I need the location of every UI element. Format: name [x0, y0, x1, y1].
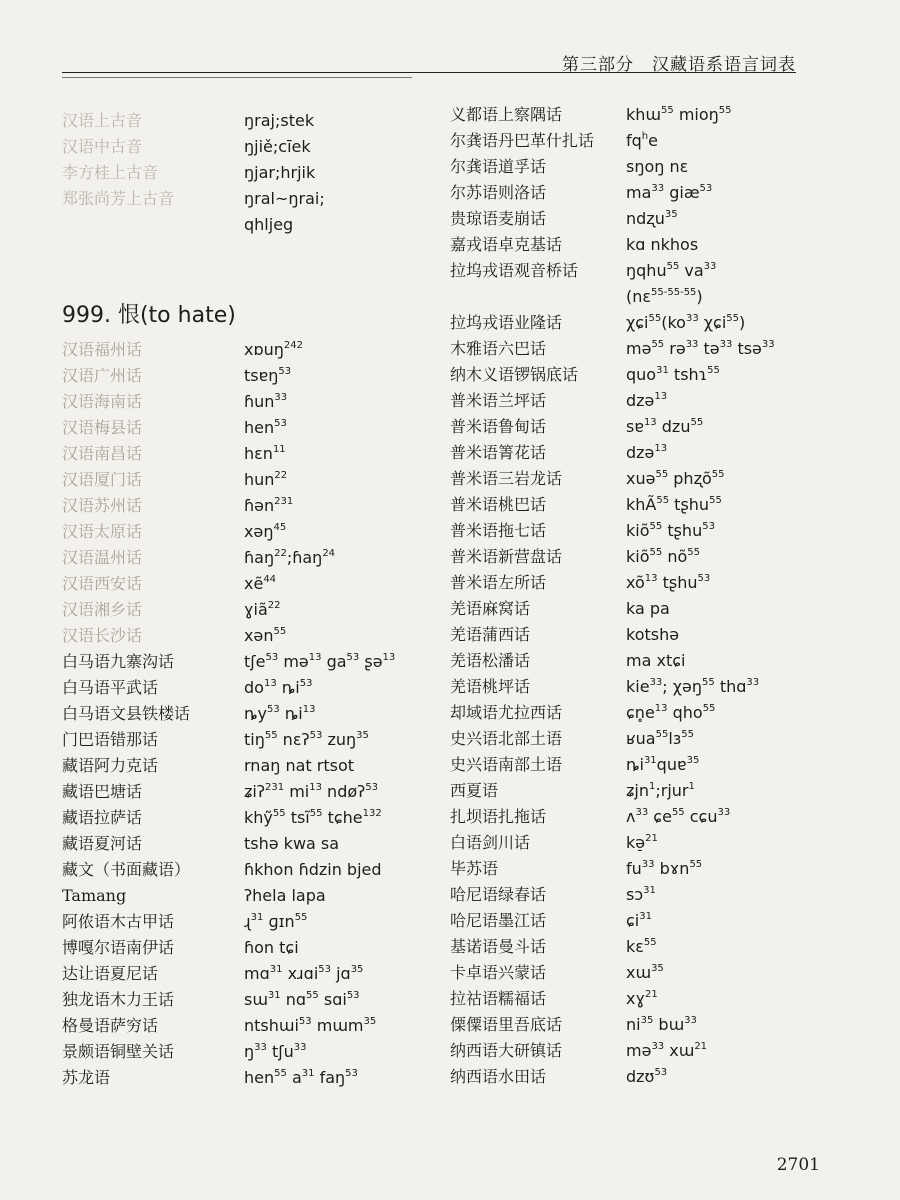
language-name: 汉语上古音	[62, 111, 143, 130]
language-name: 尔龚语道孚话	[450, 157, 547, 176]
language-name: 藏语阿力克话	[62, 756, 159, 775]
language-name: 景颇语铜壁关话	[62, 1042, 175, 1061]
language-name: 汉语温州话	[62, 548, 143, 567]
page-number: 2701	[776, 1155, 820, 1175]
language-name: 普米语鲁甸话	[450, 417, 547, 436]
word-form: mə$^{55}$ rə$^{33}$ tə$^{33}$ tsə$^{33}$	[626, 339, 775, 358]
language-name: Tamang	[62, 886, 127, 905]
word-form: ɦaŋ$^{22}$;ɦaŋ$^{24}$	[244, 548, 336, 567]
word-form: tiŋ$^{55}$ nɛʔ$^{53}$ zuŋ$^{35}$	[244, 730, 369, 749]
language-name: 扎坝语扎拖话	[450, 807, 547, 826]
word-form: kɑ nkhos	[626, 235, 699, 254]
language-name: 羌语麻窝话	[450, 599, 531, 618]
language-name: 普米语箐花话	[450, 443, 547, 462]
language-name: 汉语苏州话	[62, 496, 143, 515]
word-form: xəŋ$^{45}$	[244, 522, 287, 541]
language-name: 汉语厦门话	[62, 470, 143, 489]
word-form: sɯ$^{31}$ nɑ$^{55}$ sɑi$^{53}$	[244, 990, 360, 1009]
language-name: 基诺语曼斗话	[450, 937, 547, 956]
word-form: tshə kwa sa	[244, 834, 340, 853]
word-form: ŋraj;stek	[244, 111, 315, 130]
word-form: ŋqhu$^{55}$ $va^{33}$	[626, 261, 717, 280]
language-name: 纳西语水田话	[450, 1067, 547, 1086]
language-name: 哈尼语绿春话	[450, 885, 547, 904]
language-name: 纳西语大研镇话	[450, 1041, 563, 1060]
word-form: ŋral~ŋrai;	[244, 189, 325, 208]
word-form: ɻ$^{31}$ ɡɪn$^{55}$	[244, 912, 308, 931]
language-name: 阿侬语木古甲话	[62, 912, 175, 931]
word-form: ka pa	[626, 599, 670, 618]
word-form: khɯ$^{55}$ mioŋ$^{55}$	[626, 105, 732, 124]
language-name: 格曼语萨穷话	[62, 1016, 159, 1035]
language-name: 门巴语错那话	[62, 730, 159, 749]
language-name: 史兴语北部土语	[450, 729, 563, 748]
word-form: ɦkhon ɦdzin bjed	[244, 860, 382, 879]
language-name: 普米语拖七话	[450, 521, 547, 540]
language-name: 哈尼语墨江话	[450, 911, 547, 930]
language-name: 汉语长沙话	[62, 626, 143, 645]
entry-heading: 999. 恨(to hate)	[62, 303, 236, 328]
word-form: hen$^{55}$ $a^{31}$ faŋ$^{53}$	[244, 1068, 358, 1087]
language-name: 西夏语	[450, 781, 499, 800]
word-form: $do^{13}$ $ȵi^{53}$	[244, 678, 313, 697]
word-form: kie$^{33}$; χəŋ$^{55}$ thɑ$^{33}$	[626, 677, 760, 696]
word-form: ma xtɕi	[626, 651, 686, 670]
word-form: hen$^{53}$	[244, 418, 287, 437]
word-form: kotshə	[626, 625, 680, 644]
word-form: ntshɯi$^{53}$ mɯm$^{35}$	[244, 1016, 377, 1035]
word-form: dzə$^{13}$	[626, 443, 668, 462]
word-form: mɑ$^{31}$ xɹɑi$^{53}$ jɑ$^{35}$	[244, 964, 364, 983]
language-name: 却域语尤拉西话	[450, 703, 563, 722]
word-form: ʑjn$^1$;rjur$^1$	[626, 781, 695, 800]
language-name: 汉语太原话	[62, 522, 143, 541]
running-header: 第三部分 汉藏语系语言词表	[562, 55, 796, 75]
word-form: $xõ^{13}$ tʂhu$^{53}$	[626, 573, 711, 592]
language-name: 达让语夏尼话	[62, 964, 159, 983]
language-name: 嘉戎语卓克基话	[450, 235, 563, 254]
header-rule	[62, 72, 796, 73]
language-name: 纳木义语锣锅底话	[450, 365, 579, 384]
language-name: 博嘎尔语南伊话	[62, 938, 175, 957]
word-form: ŋjar;hrjik	[244, 163, 316, 182]
language-name: 拉坞戎语观音桥话	[450, 261, 579, 280]
word-form: $fq^he$	[626, 131, 658, 150]
language-name: 羌语蒲西话	[450, 625, 531, 644]
language-name: 汉语海南话	[62, 392, 143, 411]
word-form: sɔ$^{31}$	[626, 885, 656, 904]
word-form: ɦən$^{231}$	[244, 496, 294, 515]
language-name: 藏文（书面藏语）	[62, 860, 191, 879]
language-name: 普米语三岩龙话	[450, 469, 563, 488]
language-name: 木雅语六巴话	[450, 339, 547, 358]
word-form: quo$^{31}$ tshɿ$^{55}$	[626, 365, 720, 384]
language-name: 贵琼语麦崩话	[450, 209, 547, 228]
word-form: xẽ$^{44}$	[244, 574, 277, 593]
language-name: 羌语松潘话	[450, 651, 531, 670]
word-form: xən$^{55}$	[244, 626, 287, 645]
word-form: xɯ$^{35}$	[626, 963, 664, 982]
language-name: 羌语桃坪话	[450, 677, 531, 696]
word-form: tʃe$^{53}$ mə$^{13}$ $ga^{53}$ ʂə$^{13}$	[244, 652, 396, 671]
word-form: ʌ$^{33}$ ɕe$^{55}$ cɕu$^{33}$	[626, 807, 731, 826]
language-name: 史兴语南部土语	[450, 755, 563, 774]
word-form: ʑiʔ$^{231}$ $mi^{13}$ ndøʔ$^{53}$	[244, 782, 379, 801]
language-name: 普米语左所话	[450, 573, 547, 592]
language-name: 李方桂上古音	[62, 163, 159, 182]
language-name: 拉祜语糯福话	[450, 989, 547, 1008]
language-name: 白马语文县铁楼话	[62, 704, 191, 723]
language-name: 藏语巴塘话	[62, 782, 143, 801]
language-name: 傈僳语里吾底话	[450, 1015, 563, 1034]
language-name: 汉语梅县话	[62, 418, 143, 437]
language-name: 藏语夏河话	[62, 834, 143, 853]
header-subrule	[62, 77, 412, 78]
language-name: 拉坞戎语业隆话	[450, 313, 563, 332]
word-form: ʔhela lapa	[244, 886, 326, 905]
word-form: hɛn$^{11}$	[244, 444, 286, 463]
word-form: ɦun$^{33}$	[244, 392, 288, 411]
language-name: 郑张尚芳上古音	[62, 189, 175, 208]
word-form: ŋjiě;cīek	[244, 137, 311, 156]
language-name: 藏语拉萨话	[62, 808, 143, 827]
word-form: $ma^{33}$ giæ$^{53}$	[626, 183, 713, 202]
language-name: 汉语福州话	[62, 340, 143, 359]
language-name: 汉语湘乡话	[62, 600, 143, 619]
word-form: xɣ$^{21}$	[626, 989, 658, 1008]
word-form: $ȵi^{31}quɐ^{35}$	[626, 755, 700, 774]
language-name: 义都语上察隅话	[450, 105, 563, 124]
word-form: sŋoŋ nɛ	[626, 157, 689, 176]
word-form: $ȵy^{53}$ $ȵi^{13}$	[244, 704, 316, 723]
word-form: ndʐu$^{35}$	[626, 209, 678, 228]
word-form: $fu^{33}$ bɤn$^{55}$	[626, 859, 703, 878]
language-name: 尔龚语丹巴革什扎话	[450, 131, 595, 150]
language-name: 苏龙语	[62, 1068, 111, 1087]
language-name: 汉语中古音	[62, 137, 143, 156]
word-form: tsɐŋ$^{53}$	[244, 366, 292, 385]
word-form: ɣiã$^{22}$	[244, 600, 281, 619]
word-form: kiõ$^{55}$ $nõ^{55}$	[626, 547, 700, 566]
word-form: kiõ$^{55}$ tʂhu$^{53}$	[626, 521, 715, 540]
word-form: (nɛ$^{55-55-55}$)	[626, 287, 703, 306]
language-name: 白语剑川话	[450, 833, 531, 852]
language-name: 白马语九寨沟话	[62, 652, 175, 671]
language-name: 汉语西安话	[62, 574, 143, 593]
language-name: 汉语广州话	[62, 366, 143, 385]
word-form: kɛ$^{55}$	[626, 937, 657, 956]
word-form: xɒuŋ$^{242}$	[244, 340, 303, 359]
language-name: 普米语桃巴话	[450, 495, 547, 514]
language-name: 卡卓语兴蒙话	[450, 963, 547, 982]
word-form: dzə$^{13}$	[626, 391, 668, 410]
word-form: ʁua$^{55}$lɜ$^{55}$	[626, 729, 695, 748]
word-form: ɕi$^{31}$	[626, 911, 652, 930]
language-name: 尔苏语则洛话	[450, 183, 547, 202]
word-form: $ŋ^{33}$ tʃu$^{33}$	[244, 1042, 307, 1061]
word-form: hun$^{22}$	[244, 470, 288, 489]
language-name: 独龙语木力王话	[62, 990, 175, 1009]
word-form: dzʊ$^{53}$	[626, 1067, 668, 1086]
word-form: ɦon tɕi	[244, 938, 299, 957]
word-form: $\chi ɕi^{55}(ko^{33}$ χɕi$^{55}$)	[626, 313, 746, 332]
word-form: mə$^{33}$ xɯ$^{21}$	[626, 1041, 708, 1060]
word-form: rnaŋ nat rtsot	[244, 756, 355, 775]
word-form: kə̠$^{21}$	[626, 833, 658, 852]
word-form: sɐ$^{13}$ dzu$^{55}$	[626, 417, 704, 436]
word-form: qhljeg	[244, 215, 294, 234]
word-form: $ɕn̥e^{13}$ qho$^{55}$	[626, 703, 716, 722]
language-name: 毕苏语	[450, 859, 499, 878]
language-name: 白马语平武话	[62, 678, 159, 697]
word-form: khỹ$^{55}$ tsĩ$^{55}$ tɕhe$^{132}$	[244, 808, 382, 827]
language-name: 汉语南昌话	[62, 444, 143, 463]
word-form: khÃ$^{55}$ tʂhu$^{55}$	[626, 495, 722, 514]
language-name: 普米语兰坪话	[450, 391, 547, 410]
word-form: xuə$^{55}$ phʐõ$^{55}$	[626, 469, 725, 488]
word-form: $ni^{35}$ bɯ$^{33}$	[626, 1015, 697, 1034]
language-name: 普米语新营盘话	[450, 547, 563, 566]
